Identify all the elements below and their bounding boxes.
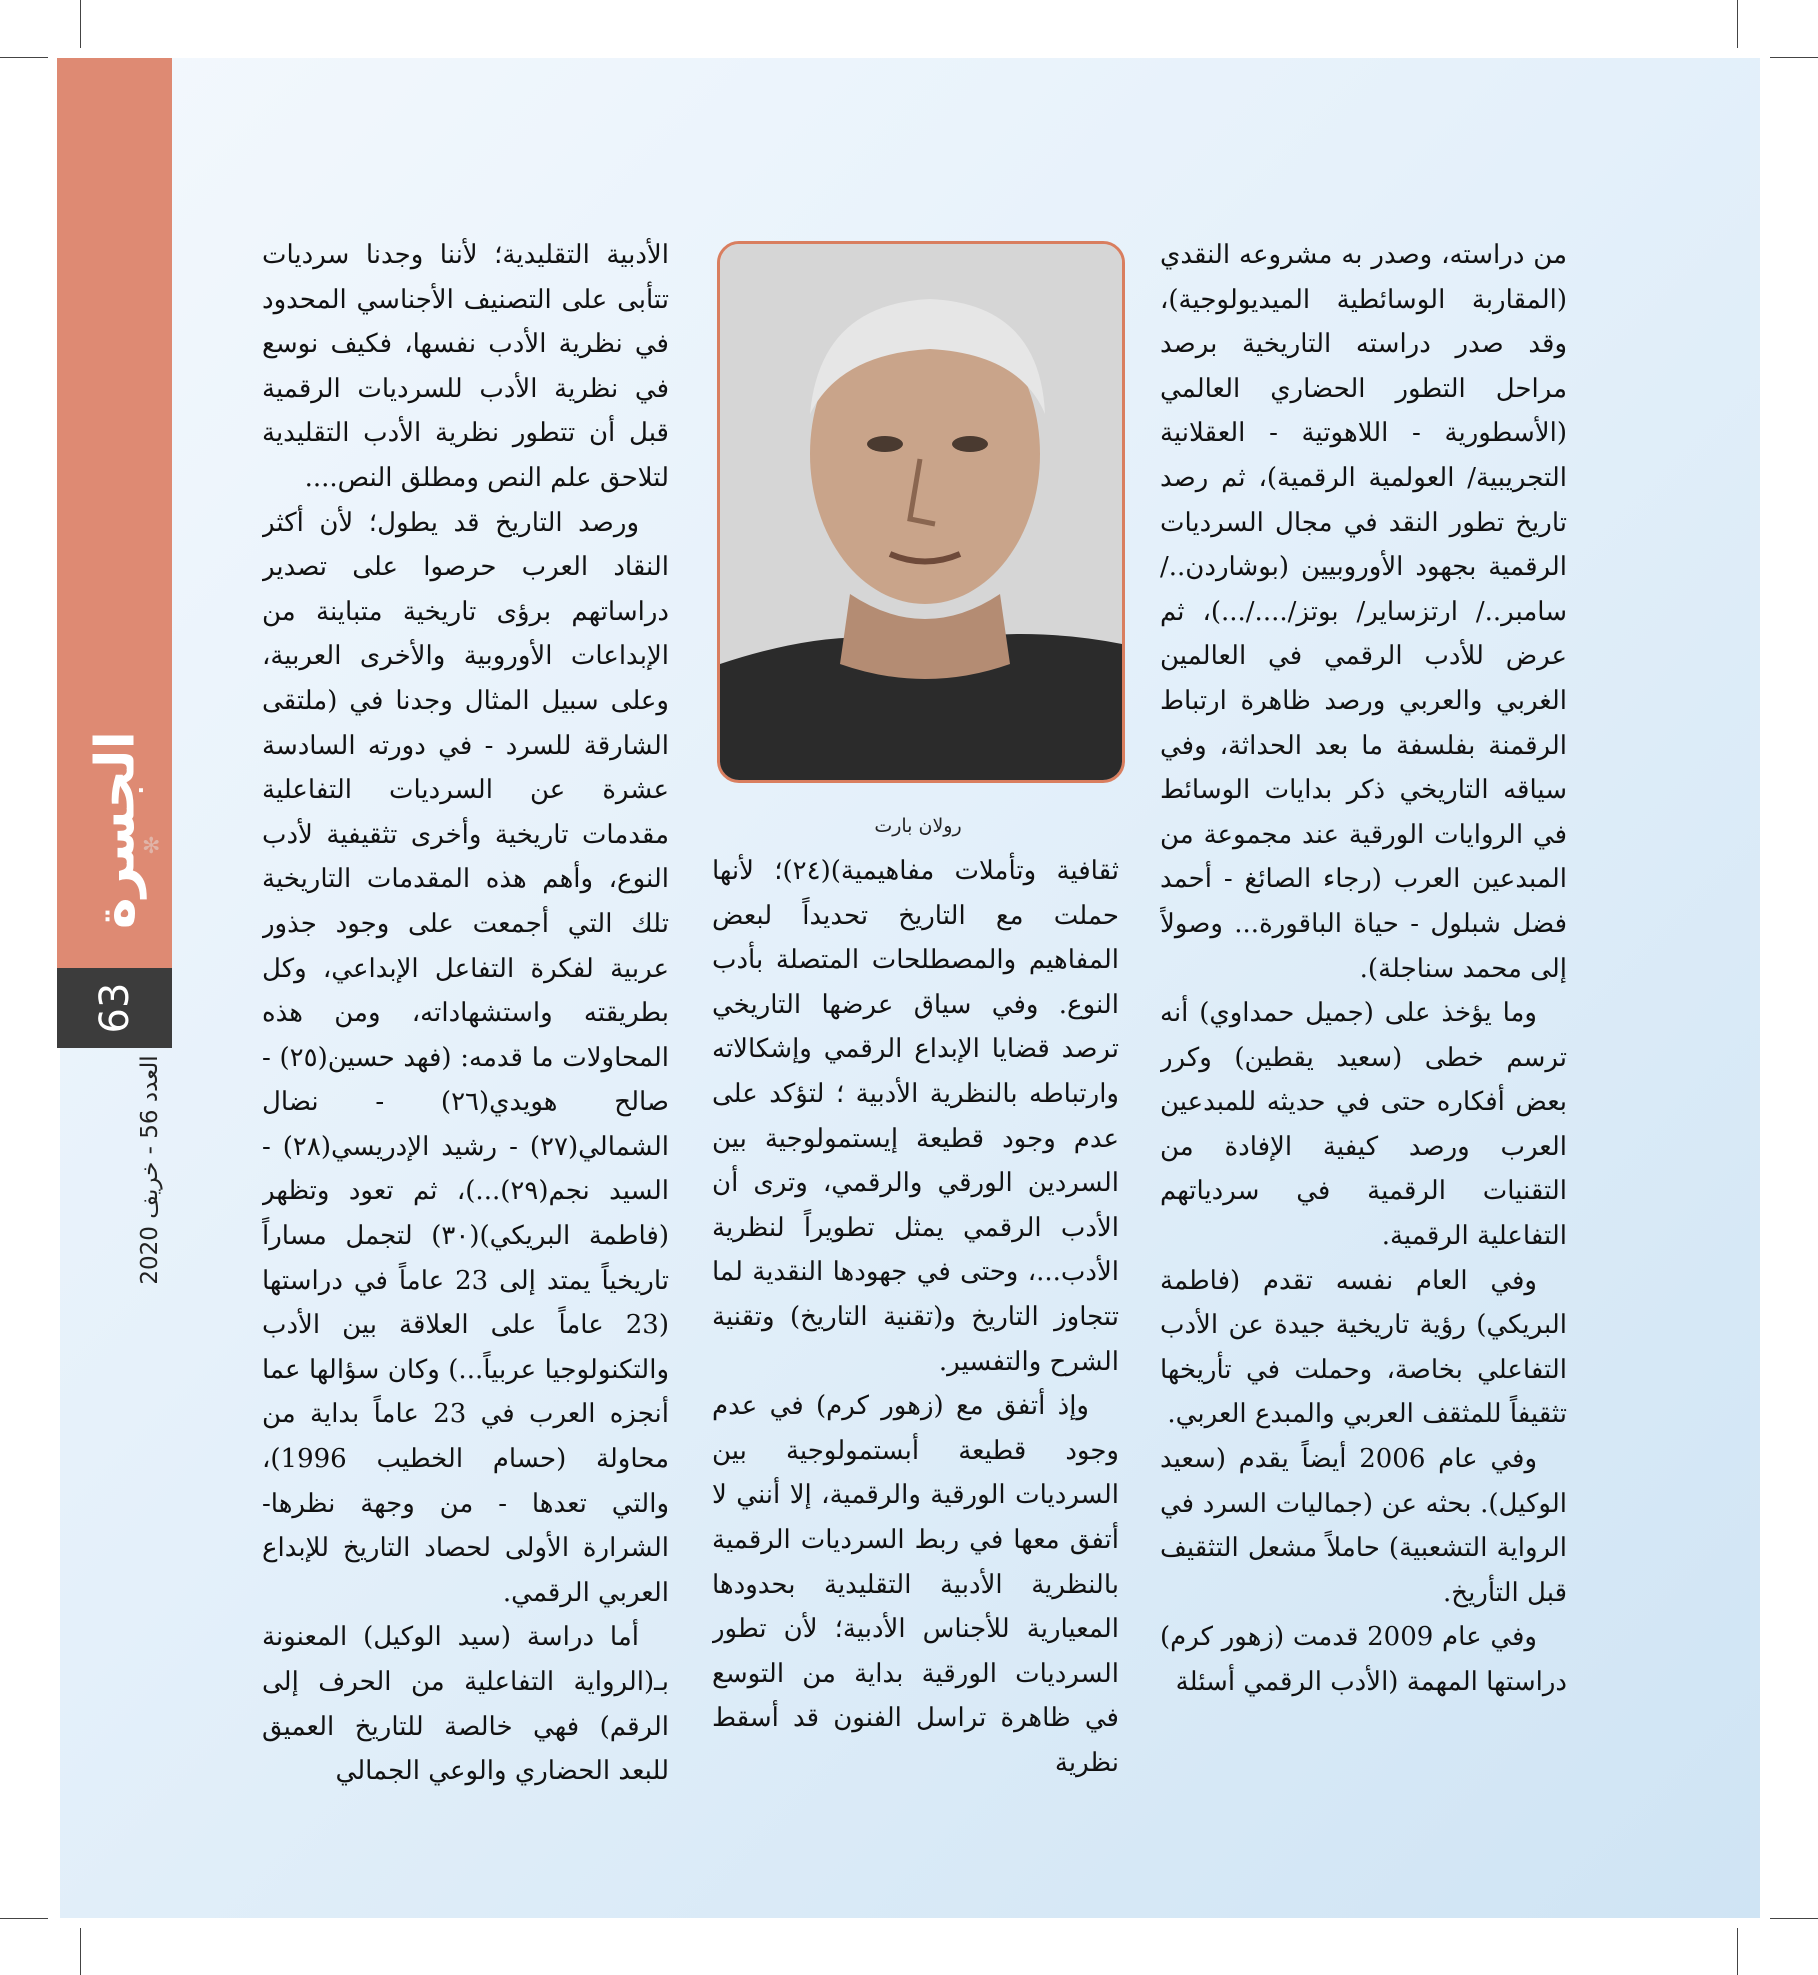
text-column-middle <box>712 849 1119 1789</box>
crop-mark <box>80 0 81 48</box>
author-photo <box>717 241 1125 783</box>
crop-mark <box>1737 0 1738 48</box>
paragraph: ورصد التاريخ قد يطول؛ لأن أكثر النقاد العرب حرصوا على تصدير دراساتهم برؤى تاريخية متباينة من الإبداعات الأوروبية والأخرى العربية، وعلى سبيل المثال وجدنا في (ملتقى الشارقة للسرد - في دورته السادسة عشرة عن السرديات التفاعلية مقدمات تاريخية وأخرى تثقيفية لأدب النوع، وأهم هذه المقدمات التاريخية تلك التي أجمعت على وجود جذور عربية لفكرة التفاعل الإبداعي، وكل بطريقته واستشهاداته، ومن هذه المحاولات ما قدمه: (فهد حسين(٢٥) - صالح هويدي(٢٦) - نضال الشمالي(٢٧) - رشيد الإدريسي(٢٨) - السيد نجم(٢٩)...)، ثم تعود وتظهر (فاطمة البريكي)(٣٠) لتجمل مساراً تاريخياً يمتد إلى 23 عاماً في دراستها (23 عاماً على العلاقة بين الأدب والتكنولوجيا عربياً...) وكان سؤالها عما أنجزه العرب في 23 عاماً بداية من محاولة (حسام الخطيب 1996)، والتي تعدها - من وجهة نظرها- الشرارة الأولى لحصاد التاريخ للإبداع العربي الرقمي. <box>262 507 669 1608</box>
paragraph: وفي عام 2009 قدمت (زهور كرم) دراستها المهمة (الأدب الرقمي أسئلة <box>1160 1622 1567 1697</box>
photo-caption: رولان بارت <box>874 815 962 837</box>
paragraph: أما دراسة (سيد الوكيل) المعنونة بـ(الرواية التفاعلية من الحرف إلى الرقم) فهي خالصة للتاريخ العميق للبعد الحضاري والوعي الجمالي <box>262 1622 669 1787</box>
portrait-illustration <box>720 244 1122 780</box>
crop-mark <box>0 57 48 58</box>
crop-mark <box>1770 57 1818 58</box>
crop-mark <box>1737 1928 1738 1975</box>
page-number-box <box>57 968 172 1048</box>
paragraph: وإذ أتفق مع (زهور كرم) في عدم وجود قطيعة أبستمولوجية بين السرديات الورقية والرقمية، إلا أنني لا أتفق معها في ربط السرديات الرقمية بالنظرية الأدبية التقليدية بحدودها المعيارية للأجناس الأدبية؛ لأن تطور السرديات الورقية بداية من التوسع في ظاهرة تراسل الفنون قد أسقط نظرية <box>712 1391 1119 1778</box>
magazine-logo: الجسرة <box>83 730 147 930</box>
paragraph: وفي عام 2006 أيضاً يقدم (سعيد الوكيل). بحثه عن (جماليات السرد في الرواية التشعبية) حاملاً مشعل التثقيف قبل التأريخ. <box>1160 1444 1567 1608</box>
paragraph: ثقافية وتأملات مفاهيمية)(٢٤)؛ لأنها حملت مع التاريخ تحديداً لبعض المفاهيم والمصطلحات المتصلة بأدب النوع. وفي سياق عرضها التاريخي ترصد قضايا الإبداع الرقمي وإشكالاته وارتباطه بالنظرية الأدبية ؛ لتؤكد على عدم وجود قطيعة إيستمولوجية بين السردين الورقي والرقمي، وترى أن الأدب الرقمي يمثل تطويراً لنظرية الأدب...، وحتى في جهودها النقدية لما تتجاوز التاريخ و(تقنية التاريخ) وتقنية الشرح والتفسير. <box>712 856 1119 1377</box>
crop-mark <box>80 1928 81 1975</box>
page-number: 63 <box>91 982 138 1034</box>
paragraph: وما يؤخذ على (جميل حمداوي) أنه ترسم خطى (سعيد يقطين) وكرر بعض أفكاره حتى في حديثه للمبدعين العرب ورصد كيفية الإفادة من التقنيات الرقمية في سردياتهم التفاعلية الرقمية. <box>1160 998 1567 1252</box>
paragraph: وفي العام نفسه تقدم (فاطمة البريكي) رؤية تاريخية جيدة عن الأدب التفاعلي بخاصة، وحملت في تأريخها تثقيفاً للمثقف العربي والمبدع العربي. <box>1160 1265 1567 1430</box>
paragraph: الأدبية التقليدية؛ لأننا وجدنا سرديات تتأبى على التصنيف الأجناسي المحدود في نظرية الأدب نفسها، فكيف نوسع في نظرية الأدب للسرديات الرقمية قبل أن تتطور نظرية الأدب التقليدية لتلاحق علم النص ومطلق النص.... <box>262 240 669 493</box>
text-column-right <box>1160 233 1567 1793</box>
crop-mark <box>1770 1918 1818 1919</box>
text-column-left <box>262 233 669 1793</box>
paragraph: من دراسته، وصدر به مشروعه النقدي (المقاربة الوسائطية الميديولوجية)، وقد صدر دراسته التاريخية برصد مراحل التطور الحضاري العالمي (الأسطورية - اللاهوتية - العقلانية التجريبية/ العولمية الرقمية)، ثم رصد تاريخ تطور النقد في مجال السرديات الرقمية بجهود الأوروبيين (بوشاردن../ سامبر../ ارتزساير/ بوتز/..../...)، ثم عرض للأدب الرقمي في العالمين الغربي والعربي ورصد ظاهرة ارتباط الرقمنة بفلسفة ما بعد الحداثة، وفي سياقه التاريخي ذكر بدايات الوسائط في الروايات الورقية عند مجموعة من المبدعين العرب (رجاء الصائغ - أحمد فضل شبلول - حياة الباقورة... وصولاً إلى محمد سناجلة). <box>1160 240 1567 984</box>
issue-label: العدد 56 - خريف 2020 <box>137 1055 163 1285</box>
crop-mark <box>0 1918 48 1919</box>
star-icon: ✻ <box>142 834 161 859</box>
